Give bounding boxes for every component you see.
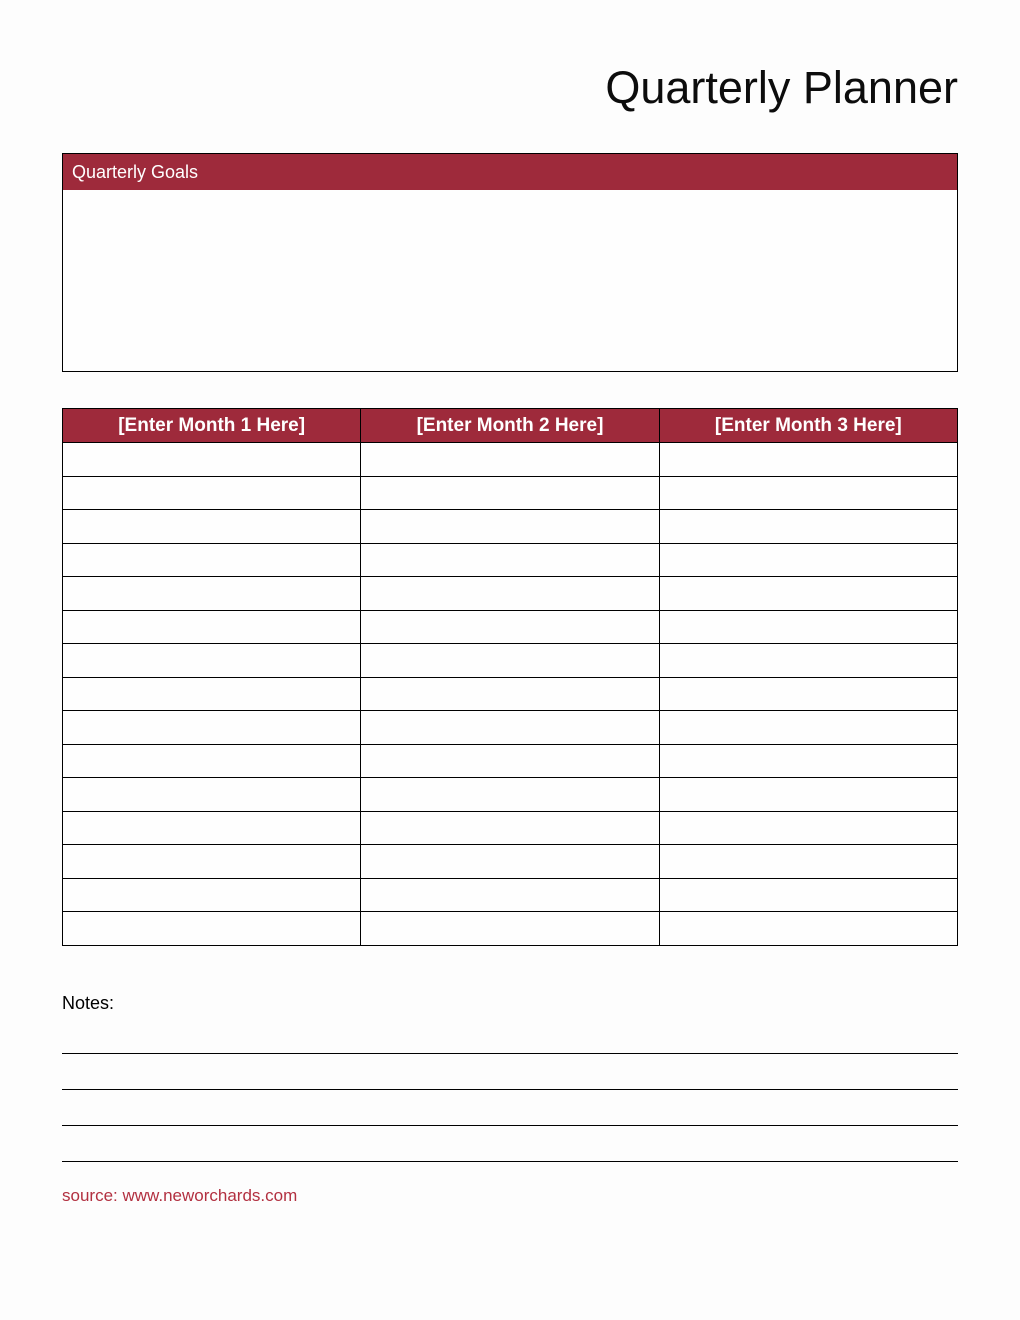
- month-cell[interactable]: [63, 610, 361, 644]
- month-cell[interactable]: [659, 744, 957, 778]
- month-cell[interactable]: [361, 711, 659, 745]
- month-cell[interactable]: [63, 543, 361, 577]
- month-cell[interactable]: [63, 476, 361, 510]
- month-cell[interactable]: [659, 677, 957, 711]
- month-cell[interactable]: [63, 677, 361, 711]
- page-title: Quarterly Planner: [605, 62, 958, 113]
- month-cell[interactable]: [361, 912, 659, 946]
- month-cell[interactable]: [659, 644, 957, 678]
- month-cell[interactable]: [659, 711, 957, 745]
- notes-line[interactable]: [62, 1014, 958, 1054]
- month-cell[interactable]: [659, 845, 957, 879]
- month-cell[interactable]: [63, 744, 361, 778]
- month-cell[interactable]: [659, 811, 957, 845]
- table-row: [63, 644, 958, 678]
- month-cell[interactable]: [63, 711, 361, 745]
- table-row: [63, 711, 958, 745]
- quarterly-goals-section: [62, 153, 958, 372]
- notes-label: Notes:: [62, 992, 115, 1013]
- month-cell[interactable]: [361, 543, 659, 577]
- month-1-header: [Enter Month 1 Here]: [63, 409, 361, 443]
- month-cell[interactable]: [361, 845, 659, 879]
- month-cell[interactable]: [63, 644, 361, 678]
- month-cell[interactable]: [361, 744, 659, 778]
- month-cell[interactable]: [659, 543, 957, 577]
- table-row: [63, 845, 958, 879]
- table-row: [63, 577, 958, 611]
- month-cell[interactable]: [63, 811, 361, 845]
- notes-line[interactable]: [62, 1126, 958, 1162]
- month-3-header: [Enter Month 3 Here]: [659, 409, 957, 443]
- month-2-header: [Enter Month 2 Here]: [361, 409, 659, 443]
- month-cell[interactable]: [63, 510, 361, 544]
- month-cell[interactable]: [361, 510, 659, 544]
- month-cell[interactable]: [361, 778, 659, 812]
- month-cell[interactable]: [659, 912, 957, 946]
- table-row: [63, 677, 958, 711]
- table-row: [63, 744, 958, 778]
- notes-line[interactable]: [62, 1090, 958, 1126]
- table-row: [63, 476, 958, 510]
- month-cell[interactable]: [361, 677, 659, 711]
- month-cell[interactable]: [659, 510, 957, 544]
- month-cell[interactable]: [659, 577, 957, 611]
- month-cell[interactable]: [361, 610, 659, 644]
- month-cell[interactable]: [659, 878, 957, 912]
- month-cell[interactable]: [63, 878, 361, 912]
- month-cell[interactable]: [659, 610, 957, 644]
- month-cell[interactable]: [63, 778, 361, 812]
- table-row: [63, 510, 958, 544]
- month-cell[interactable]: [659, 778, 957, 812]
- months-table-body: [63, 443, 958, 946]
- table-row: [63, 912, 958, 946]
- month-cell[interactable]: [361, 577, 659, 611]
- months-table: [62, 408, 958, 946]
- month-cell[interactable]: [361, 443, 659, 477]
- month-cell[interactable]: [361, 811, 659, 845]
- month-cell[interactable]: [361, 878, 659, 912]
- month-cell[interactable]: [659, 476, 957, 510]
- months-header-row: [63, 409, 958, 443]
- month-cell[interactable]: [63, 443, 361, 477]
- table-row: [63, 778, 958, 812]
- notes-line[interactable]: [62, 1054, 958, 1090]
- table-row: [63, 878, 958, 912]
- month-cell[interactable]: [361, 644, 659, 678]
- source-credit: source: www.neworchards.com: [62, 1185, 298, 1205]
- table-row: [63, 610, 958, 644]
- month-cell[interactable]: [659, 443, 957, 477]
- quarterly-goals-header: Quarterly Goals: [63, 154, 957, 190]
- quarterly-goals-input-area[interactable]: [63, 190, 957, 371]
- month-cell[interactable]: [361, 476, 659, 510]
- months-table-header: [63, 409, 958, 443]
- table-row: [63, 543, 958, 577]
- month-cell[interactable]: [63, 577, 361, 611]
- month-cell[interactable]: [63, 845, 361, 879]
- month-cell[interactable]: [63, 912, 361, 946]
- table-row: [63, 811, 958, 845]
- notes-lines: [62, 1014, 958, 1162]
- table-row: [63, 443, 958, 477]
